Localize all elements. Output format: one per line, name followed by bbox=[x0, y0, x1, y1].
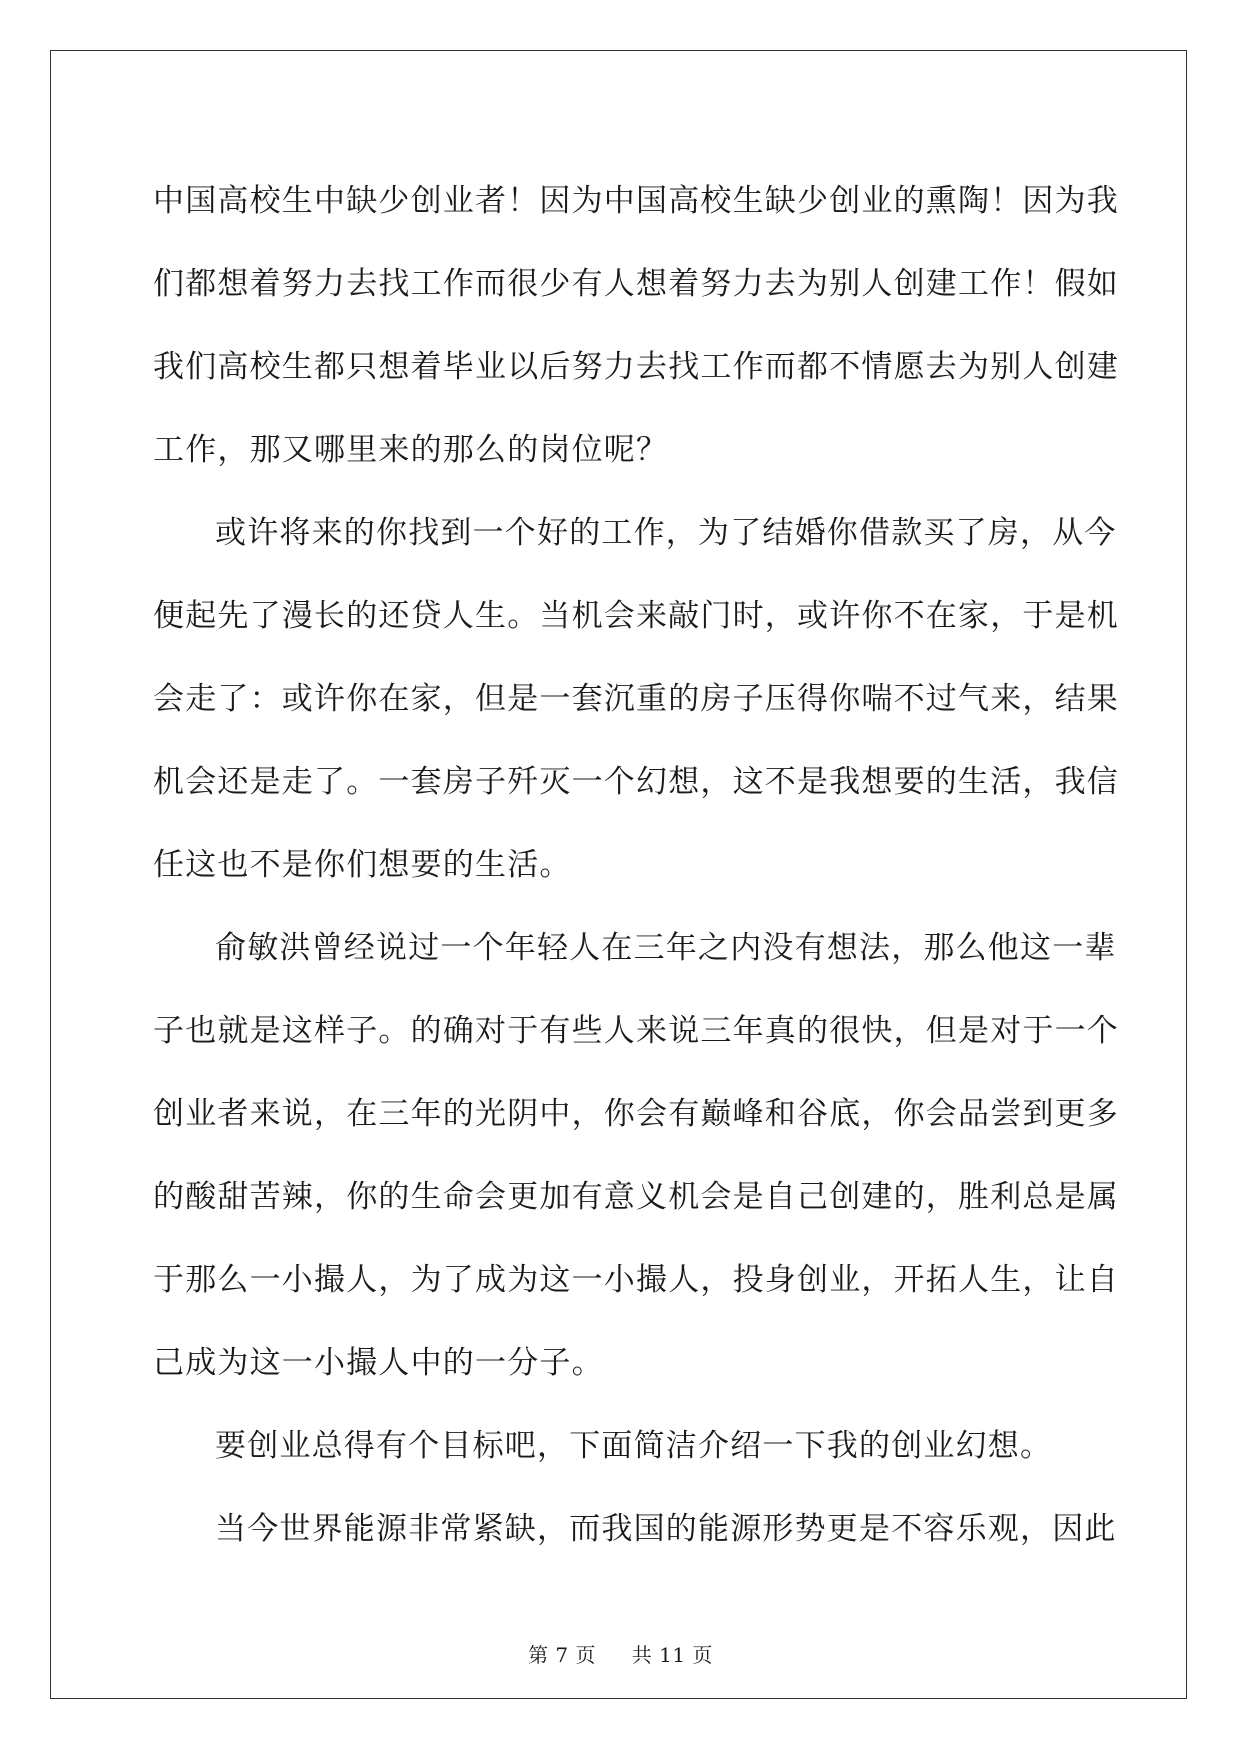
text-line: 创业者来说，在三年的光阴中，你会有巅峰和谷底，你会品尝到更多 bbox=[153, 1096, 1119, 1132]
text-line: 工作，那又哪里来的那么的岗位呢？ bbox=[153, 432, 669, 468]
text-line: 任这也不是你们想要的生活。 bbox=[153, 847, 572, 883]
page-total: 共 11 页 bbox=[631, 1643, 713, 1667]
text-line: 便起先了漫长的还贷人生。当机会来敲门时，或许你不在家，于是机 bbox=[153, 598, 1119, 634]
text-line: 己成为这一小撮人中的一分子。 bbox=[153, 1345, 604, 1381]
text-line: 我们高校生都只想着毕业以后努力去找工作而都不情愿去为别人创建 bbox=[153, 349, 1119, 385]
paragraph-first-line: 要创业总得有个目标吧，下面简洁介绍一下我的创业幻想。 bbox=[215, 1428, 1053, 1464]
text-line: 们都想着努力去找工作而很少有人想着努力去为别人创建工作！假如 bbox=[153, 266, 1119, 302]
paragraph-first-line: 俞敏洪曾经说过一个年轻人在三年之内没有想法，那么他这一辈 bbox=[215, 930, 1117, 966]
page-number: 第 7 页 bbox=[528, 1643, 597, 1667]
page-footer bbox=[0, 1639, 1241, 1668]
text-line: 中国高校生中缺少创业者！因为中国高校生缺少创业的熏陶！因为我 bbox=[153, 183, 1119, 219]
text-line: 子也就是这样子。的确对于有些人来说三年真的很快，但是对于一个 bbox=[153, 1013, 1119, 1049]
paragraph-first-line: 当今世界能源非常紧缺，而我国的能源形势更是不容乐观，因此 bbox=[215, 1511, 1117, 1547]
text-line: 会走了：或许你在家，但是一套沉重的房子压得你喘不过气来，结果 bbox=[153, 681, 1119, 717]
text-line: 机会还是走了。一套房子歼灭一个幻想，这不是我想要的生活，我信 bbox=[153, 764, 1119, 800]
paragraph-first-line: 或许将来的你找到一个好的工作，为了结婚你借款买了房，从今 bbox=[215, 515, 1117, 551]
body-text bbox=[153, 160, 1119, 1571]
text-line: 于那么一小撮人，为了成为这一小撮人，投身创业，开拓人生，让自 bbox=[153, 1262, 1119, 1298]
text-line: 的酸甜苦辣，你的生命会更加有意义机会是自己创建的，胜利总是属 bbox=[153, 1179, 1119, 1215]
